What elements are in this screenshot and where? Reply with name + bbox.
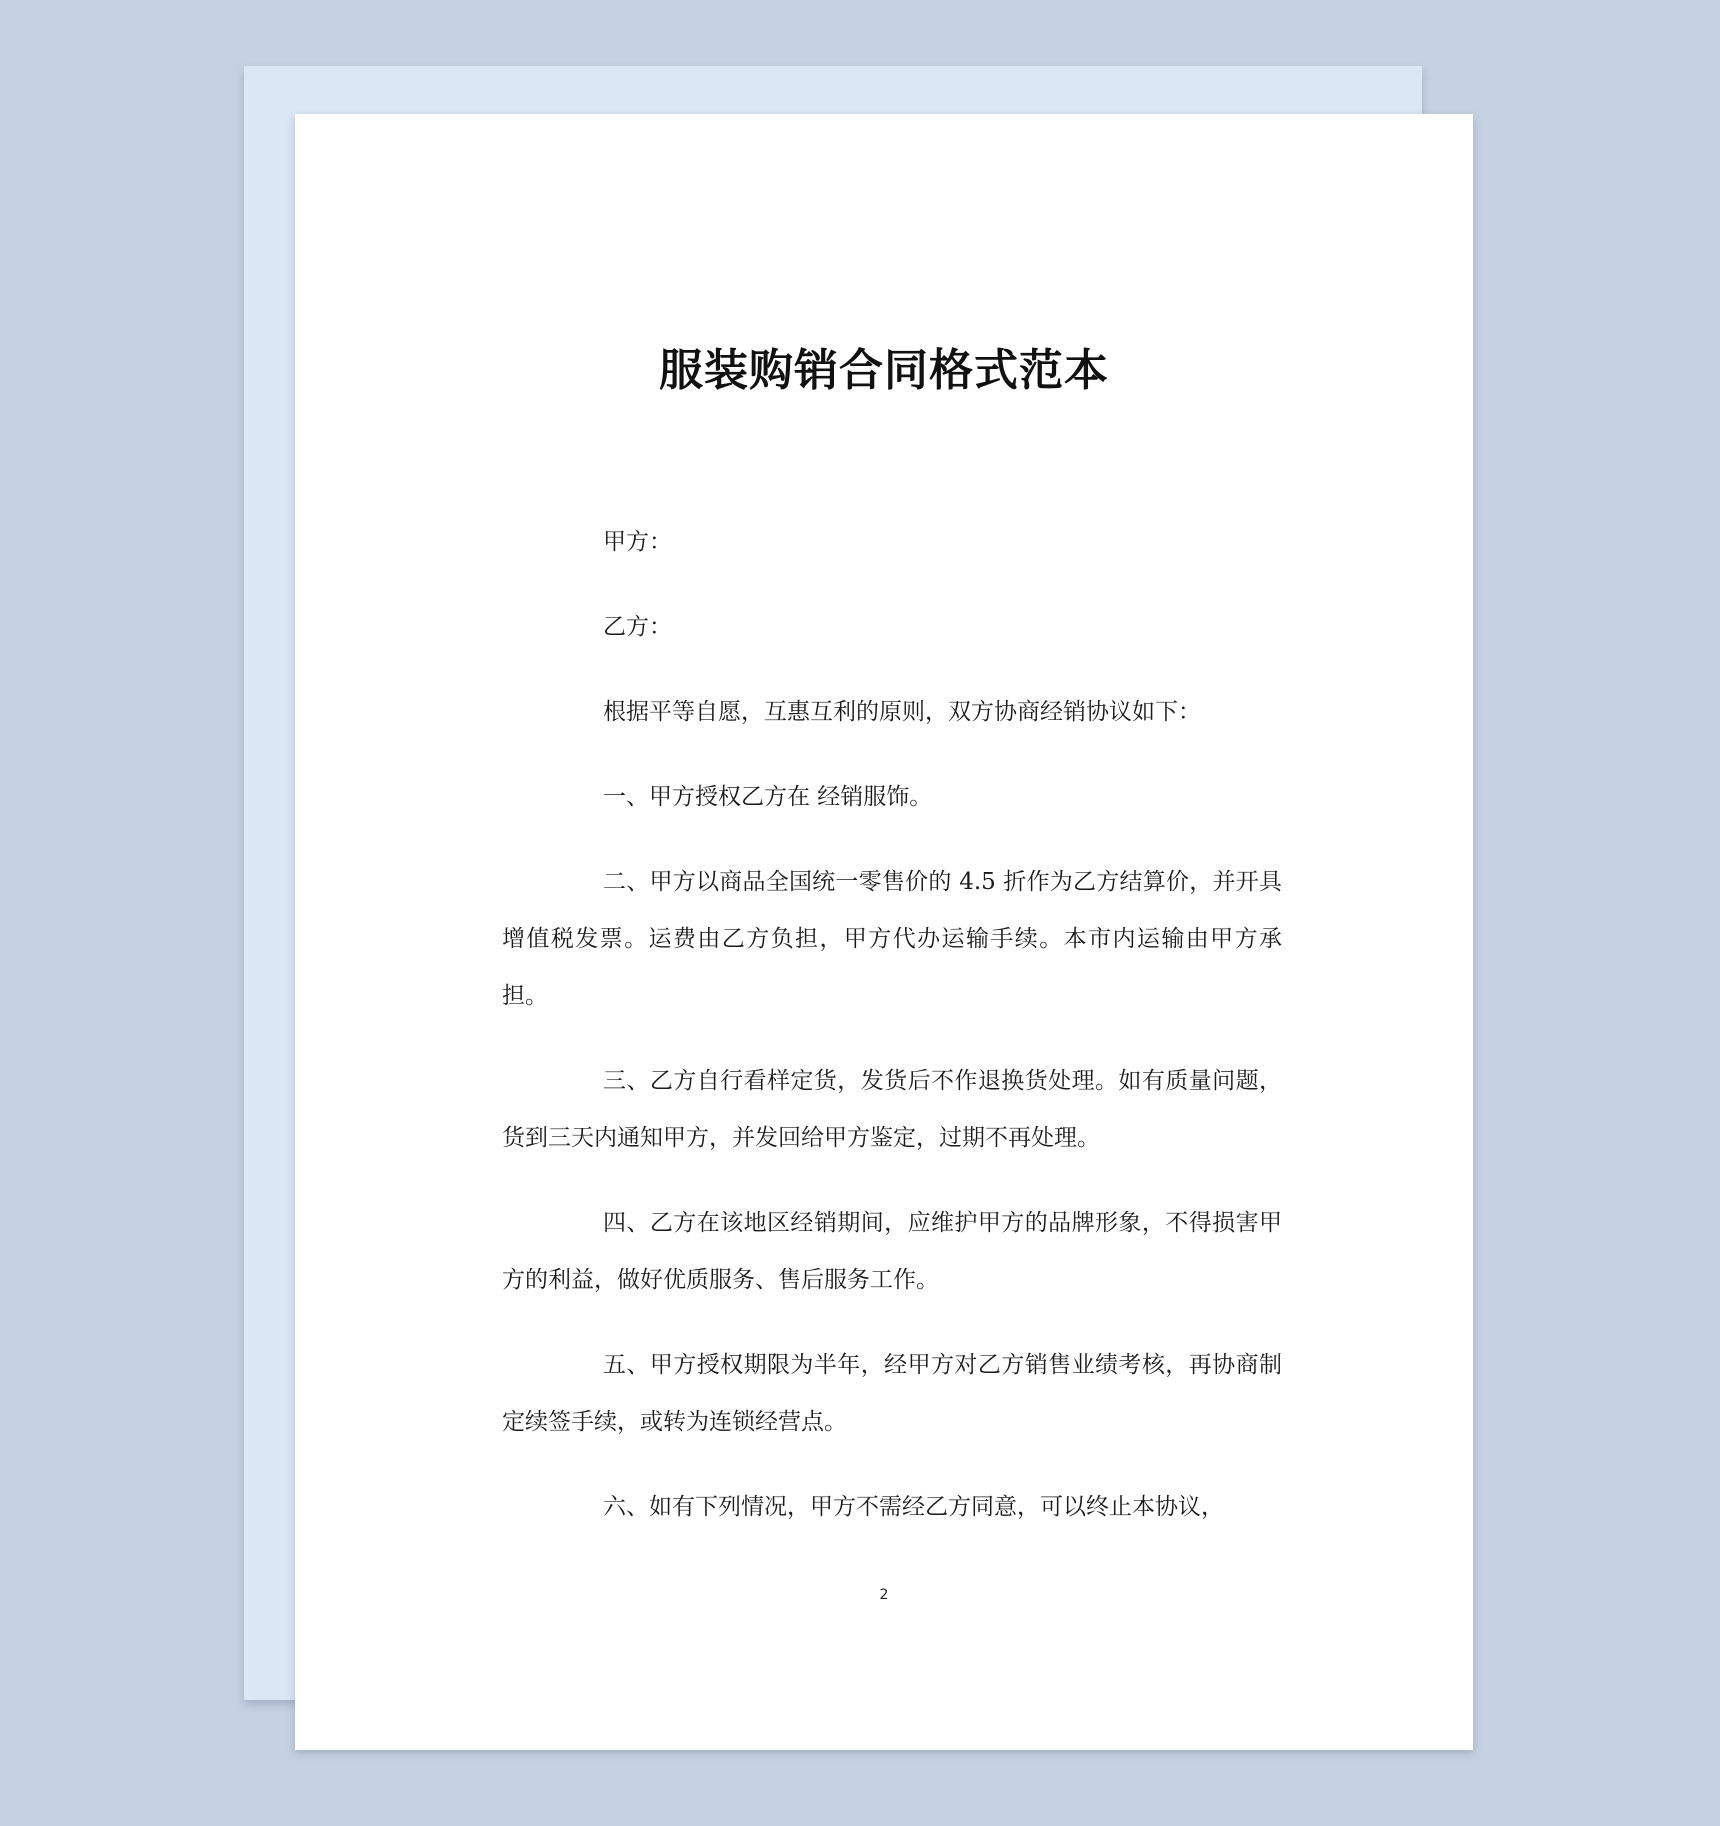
preamble-paragraph: 根据平等自愿，互惠互利的原则，双方协商经销协议如下： bbox=[603, 699, 1201, 725]
document-page bbox=[295, 114, 1473, 1750]
clause-1: 一、甲方授权乙方在 经销服饰。 bbox=[603, 784, 933, 810]
party-a-line: 甲方： bbox=[603, 529, 672, 555]
party-b-line: 乙方： bbox=[603, 614, 672, 640]
clause-5: 五、甲方授权期限为半年，经甲方对乙方销售业绩考核，再协商制定续签手续，或转为连锁经营点。 bbox=[502, 1352, 1282, 1435]
document-title: 服装购销合同格式范本 bbox=[659, 345, 1109, 396]
document-body bbox=[502, 514, 1282, 1564]
clause-4: 四、乙方在该地区经销期间，应维护甲方的品牌形象，不得损害甲方的利益，做好优质服务、售后服务工作。 bbox=[502, 1210, 1282, 1293]
clause-3: 三、乙方自行看样定货，发货后不作退换货处理。如有质量问题，货到三天内通知甲方，并发回给甲方鉴定，过期不再处理。 bbox=[502, 1068, 1282, 1151]
page-number: 2 bbox=[879, 1587, 889, 1603]
clause-6: 六、如有下列情况，甲方不需经乙方同意，可以终止本协议， bbox=[603, 1494, 1224, 1520]
clause-2: 二、甲方以商品全国统一零售价的 4.5 折作为乙方结算价，并开具增值税发票。运费由乙方负担，甲方代办运输手续。本市内运输由甲方承担。 bbox=[502, 869, 1282, 1009]
